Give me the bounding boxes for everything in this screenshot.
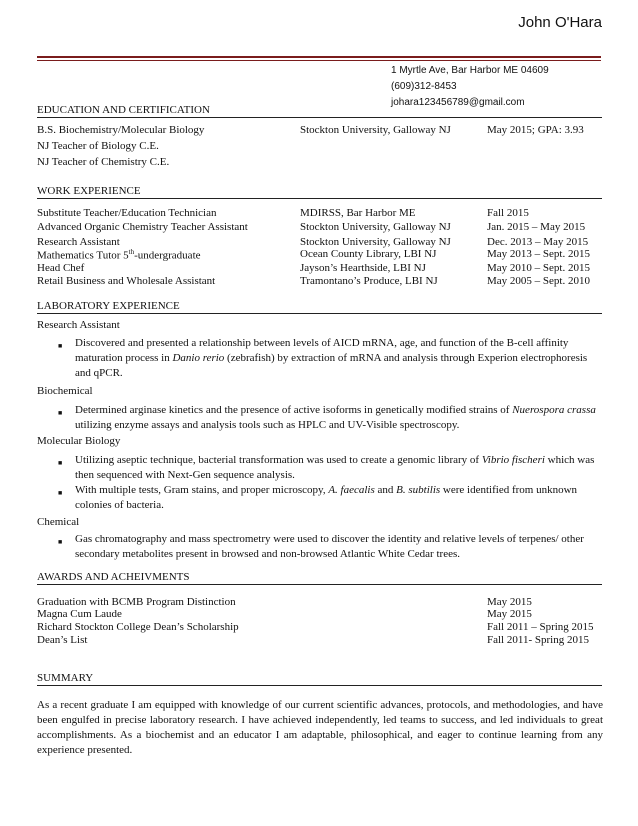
square-bullet-icon: ■ [58, 459, 63, 467]
lab-bullet: Determined arginase kinetics and the presence of active isoforms in genetically modified strains of Nuerospora crassa utilizing enzyme assays and analysis tools such as HPLC and UV-Visible spectroscopy. [75, 404, 596, 431]
contact-phone: (609)312-8453 [391, 81, 457, 92]
square-bullet-icon: ■ [58, 538, 63, 546]
section-heading-lab: LABORATORY EXPERIENCE [37, 300, 602, 314]
applicant-name: John O'Hara [518, 14, 602, 31]
lab-subheading: Chemical [37, 516, 80, 528]
lab-subheading: Research Assistant [37, 319, 120, 331]
award-row: Magna Cum Laude May 2015 [37, 608, 532, 620]
lab-subheading: Molecular Biology [37, 435, 121, 447]
education-row: NJ Teacher of Biology C.E. [37, 140, 159, 152]
lab-bullet: Utilizing aseptic technique, bacterial transformation was used to create a genomic library of Vibrio fischeri which was then sequenced with Next-Gen sequence analysis. [75, 454, 595, 481]
award-row: Graduation with BCMB Program Distinction May 2015 [37, 596, 532, 608]
section-heading-work: WORK EXPERIENCE [37, 185, 602, 199]
work-row: Research Assistant Stockton University, Galloway NJ Dec. 2013 – May 2015 [37, 236, 589, 248]
work-row: Retail Business and Wholesale Assistant Tramontano’s Produce, LBI NJ May 2005 – Sept. 2010 [37, 275, 590, 287]
section-heading-education: EDUCATION AND CERTIFICATION [37, 104, 602, 118]
work-row: Advanced Organic Chemistry Teacher Assistant Stockton University, Galloway NJ Jan. 2015 – May 2015 [37, 221, 586, 233]
contact-address: 1 Myrtle Ave, Bar Harbor ME 04609 [391, 65, 549, 76]
section-heading-awards: AWARDS AND ACHEIVMENTS [37, 571, 602, 585]
contact-email: johara123456789@gmail.com [391, 97, 525, 108]
square-bullet-icon: ■ [58, 342, 63, 350]
lab-bullet: With multiple tests, Gram stains, and proper microscopy, A. faecalis and B. subtilis were identified from unknown colonies of bacteria. [75, 484, 578, 511]
work-row: Substitute Teacher/Education Technician MDIRSS, Bar Harbor ME Fall 2015 [37, 207, 529, 219]
header-rule-thin [37, 60, 601, 61]
education-row: B.S. Biochemistry/Molecular Biology Stockton University, Galloway NJ May 2015; GPA: 3.93 [37, 124, 584, 136]
header-rule-thick [37, 56, 601, 58]
work-row: Head Chef Jayson’s Hearthside, LBI NJ May 2010 – Sept. 2015 [37, 262, 590, 274]
lab-subheading: Biochemical [37, 385, 93, 397]
lab-bullet: Discovered and presented a relationship between levels of AICD mRNA, age, and function of the B-cell affinity maturation process in Danio rerio (zebrafish) by extraction of mRNA and analysis through Experion electrophoresis and qPCR. [75, 337, 588, 379]
award-row: Dean’s List Fall 2011- Spring 2015 [37, 634, 589, 646]
square-bullet-icon: ■ [58, 409, 63, 417]
award-row: Richard Stockton College Dean’s Scholarship Fall 2011 – Spring 2015 [37, 621, 594, 633]
section-heading-summary: SUMMARY [37, 672, 602, 686]
square-bullet-icon: ■ [58, 489, 63, 497]
lab-bullet: Gas chromatography and mass spectrometry were used to discover the identity and relative levels of terpenes/ other secondary metabolites present in browsed and non-browsed Atlantic White Cedar trees. [75, 533, 584, 560]
summary-paragraph: As a recent graduate I am equipped with knowledge of our current scientific advances, protocols, and methodologies, and have been engulfed in precise laboratory research. I have achieved independently, led teams to success, and led individuals to great accomplishments. As a biochemist and an educator I am adaptable, philosophical, and eager to continue learning from any experience presented. [37, 699, 603, 756]
education-row: NJ Teacher of Chemistry C.E. [37, 156, 170, 168]
work-row: Mathematics Tutor 5th-undergraduate Ocean County Library, LBI NJ May 2013 – Sept. 2015 [37, 248, 590, 262]
